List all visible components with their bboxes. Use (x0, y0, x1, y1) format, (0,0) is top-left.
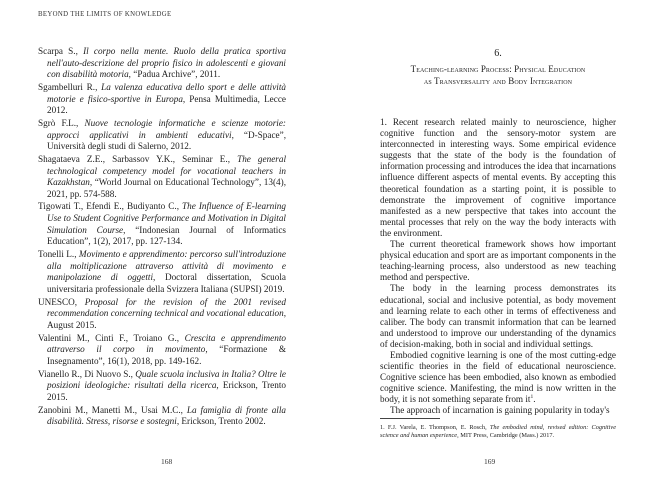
ref-source: , “Formazione & Insegnamento”, 16(1), 2018, pp. 149-162. (47, 344, 286, 366)
paragraph: The approach of incarnation is gaining popularity in today's (390, 405, 610, 416)
footnote-divider (380, 418, 440, 419)
ref-source: , Doctoral dissertation, Scuola universitaria professionale della Svizzera Italiana (SUPSI) 2019. (47, 272, 286, 294)
bibliography-entry (38, 201, 286, 247)
footnote-title: The embodied mind, revised edition: Cognitive science and human experience (380, 424, 617, 440)
ref-source: , “D-Space”, Università degli studi di Salerno, 2012. (47, 129, 286, 152)
bibliography-entry (38, 333, 286, 368)
ref-title: La famiglia di fronte alla disabilità. Stress, risorse e sostegni (47, 404, 286, 427)
ref-authors: Sgambelluri R., (38, 81, 102, 92)
ref-source: , Pensa Multimedia, Lecce 2012. (47, 93, 286, 116)
ref-authors: Tigowati T., Efendi E., Budiyanto C., (38, 201, 183, 212)
ref-source: , Erickson, Trento 2015. (47, 380, 286, 402)
ref-title: Crescita e apprendimento attraverso il corpo in movimento (47, 332, 286, 355)
chapter-title (380, 63, 616, 87)
ref-authors: Valentini M., Cinti F., Troiano G., (38, 332, 185, 343)
ref-title: Il corpo nella mente. Ruolo della pratica sportiva nell'auto-descrizione del proprio fisico in adolescenti e giovani con disabilità motoria (47, 46, 287, 80)
ref-authors: Scarpa S., (38, 46, 84, 56)
paragraph: Embodied cognitive learning is one of the most cutting-edge scientific theories in the field of educational neuroscience. Cognitive science has been embodied, also known as embodied cognitive science. Manifesting, the mind is now written in the body, it is not something separate from $it^1$. (380, 349, 616, 405)
ref-title: La valenza educativa dello sport e delle attività motorie e fisico-sportive in Europa (47, 81, 286, 104)
bibliography-entry (38, 405, 286, 428)
ref-source: , “Padua Archive”, 2011. (128, 69, 221, 80)
ref-authors: Zanobini M., Manetti M., Usai M.C., (38, 404, 187, 415)
bibliography-entry (38, 369, 286, 404)
ref-source: , Erickson, Trento 2002. (176, 416, 266, 427)
bibliography-entry (38, 82, 286, 117)
ref-title: Nuove tecnologie informatiche e scienze motorie: approcci applicativi in ambienti educativi (47, 117, 286, 140)
footnote-marker: 1 (530, 394, 534, 401)
ref-source: , “World Journal on Educational Technology”, 13(4), 2021, pp. 574-588. (47, 177, 286, 199)
chapter-title-line: as Transversality and Body Integration (423, 76, 573, 86)
bibliography-entry (38, 46, 286, 81)
ref-source: , “Indonesian Journal of Informatics Education”, 1(2), 2017, pp. 127-134. (47, 224, 286, 247)
footnote-authors: 1. F.J. Varela, E. Thompson, E. Rosch, (380, 424, 490, 431)
bibliography-list (38, 46, 286, 429)
ref-authors: UNESCO, (38, 296, 85, 307)
chapter-number: 6. (494, 48, 502, 59)
ref-authors: Tonelli L., (38, 249, 79, 260)
bibliography-entry (38, 297, 286, 332)
ref-authors: Vianello R., Di Nuovo S., (38, 368, 136, 379)
right-page (325, 0, 650, 487)
ref-authors: Sgrò F.L., (38, 117, 85, 128)
ref-source: , August 2015. (47, 308, 286, 330)
page-number: 168 (161, 457, 173, 466)
bibliography-entry (38, 249, 286, 295)
running-head: BEYOND THE LIMITS OF KNOWLEDGE (38, 11, 172, 18)
ref-title: Movimento e apprendimento: percorso sull'introduzione alla moltiplicazione attraverso attività di movimento e manipolazione di oggetti (47, 249, 286, 283)
ref-authors: Shagataeva Z.E., Sarbassov Y.K., Seminar E., (38, 153, 238, 164)
bibliography-entry (38, 118, 286, 153)
paragraph: 1. Recent research related mainly to neuroscience, higher cognitive function and the sensory-motor system are interconnected in interesting ways. Some empirical evidence suggests that the state of the body is the foundation of information processing and introduces the idea that incarnations influence different aspects of mental events. By accepting this theoretical foundation as a starting point, it is possible to demonstrate the improvement of cognitive importance manifested as a new perspective that takes into account the mental processes that rely on the way the body interacts with the environment. (380, 117, 616, 238)
ref-title: Proposal for the revision of the 2001 revised recommendation concerning technical and vocational education (47, 296, 286, 319)
ref-title: The general technological competency model for vocational teachers in Kazakhstan (47, 153, 286, 188)
paragraph-text: Embodied cognitive learning is one of the most cutting-edge scientific theories in the field of educational neuroscience. Cognitive science has been embodied, also known as embodied cognitive science. Manifesting, the mind is now written in the body, it is not something separate from it (380, 349, 616, 405)
paragraph: The current theoretical framework shows how important physical education and sport are as important components in the teaching-learning process, also understood as new teaching method and perspective. (380, 239, 617, 283)
footnote (380, 424, 616, 440)
chapter-title-line: Teaching-learning Process: Physical Education (410, 64, 586, 74)
footnote-source: , MIT Press, Cambridge (Mass.) 2017. (457, 432, 555, 440)
ref-title: Quale scuola inclusiva in Italia? Oltre le posizioni ideologiche: risultati della ricerca (47, 368, 286, 391)
ref-title: The Influence of E-learning Use to Student Cognitive Performance and Motivation in Digital Simulation Course (47, 201, 286, 235)
page-number: 169 (484, 457, 496, 466)
body-text (380, 117, 616, 417)
paragraph: The body in the learning process demonstrates its educational, social and inclusive potential, as body movement and learning relate to each other in terms of effectiveness and caliber. The body can transmit information that can be learned and understood to improve our understanding of the dynamics of decision-making, both in social and individual settings. (380, 283, 616, 349)
bibliography-entry (38, 154, 286, 200)
